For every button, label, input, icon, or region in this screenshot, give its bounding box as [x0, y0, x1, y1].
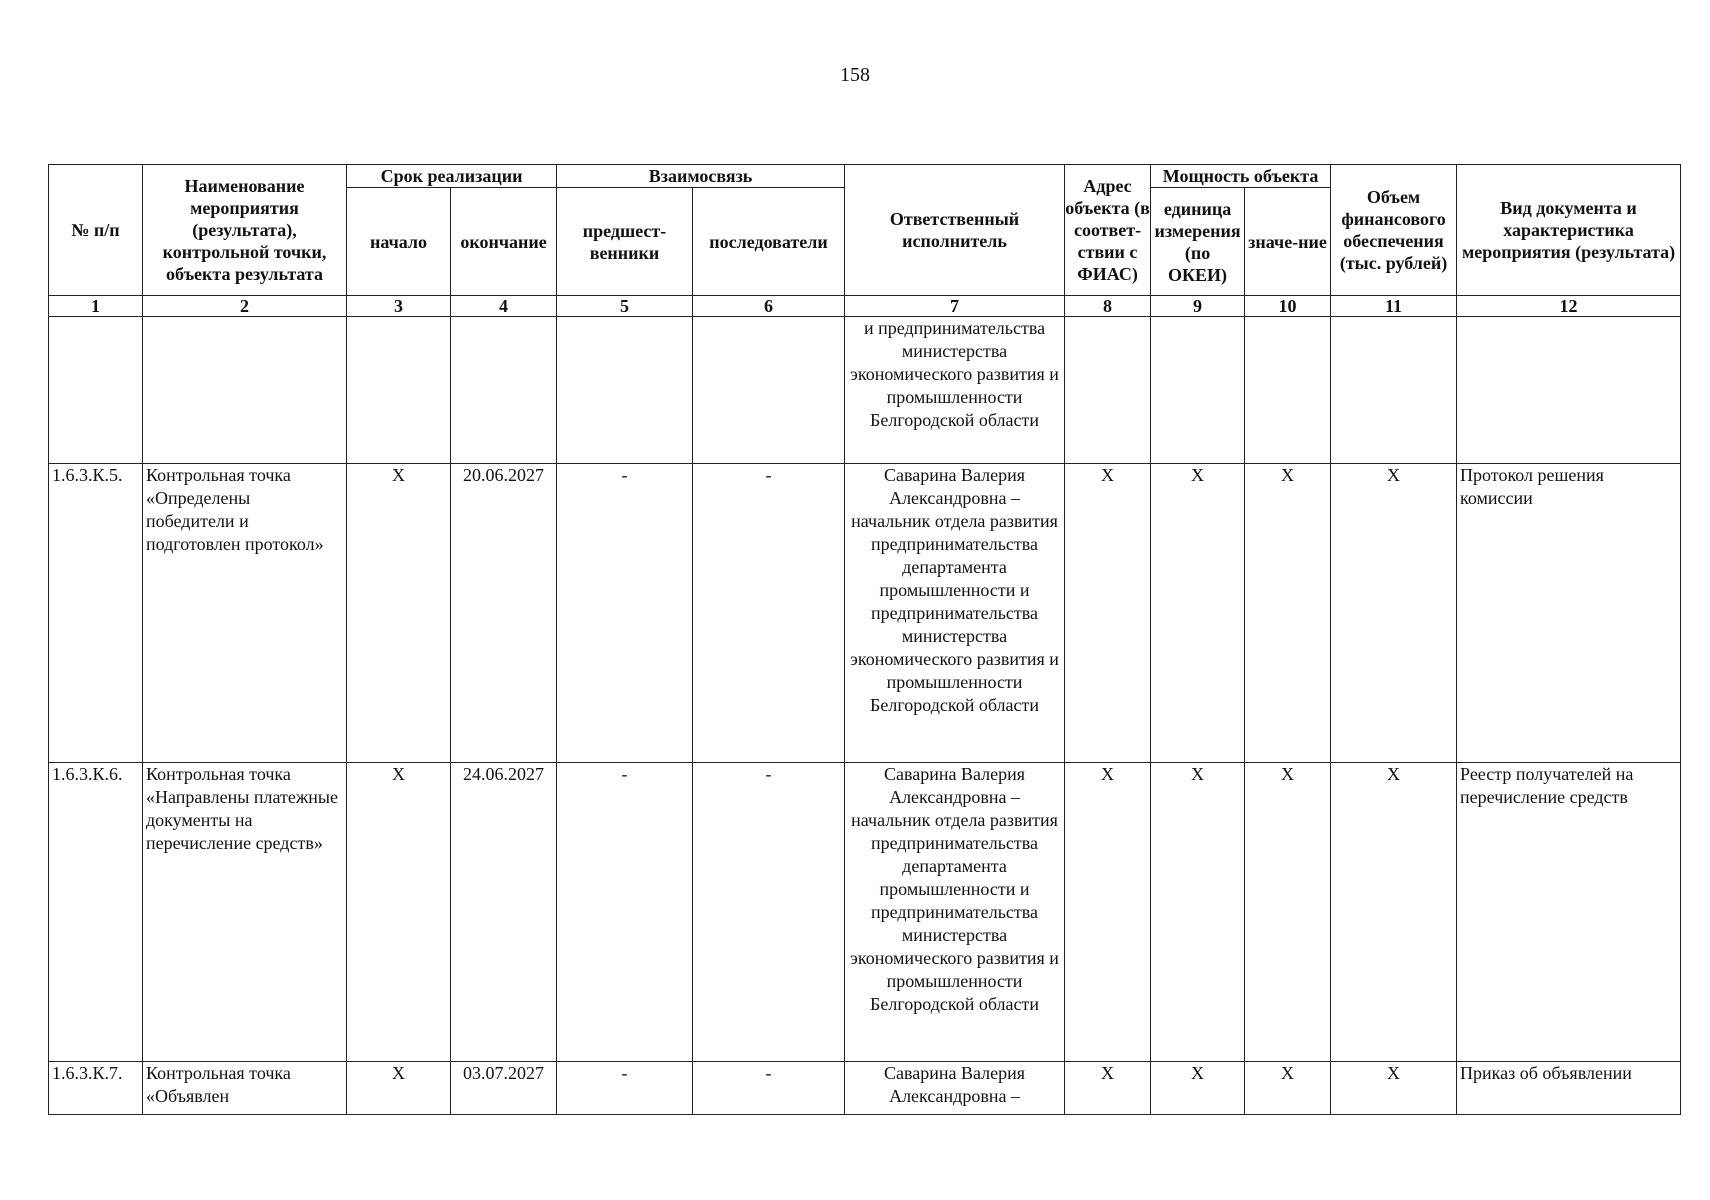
cell-num: 1.6.3.К.6.	[49, 763, 143, 1062]
column-number: 10	[1245, 296, 1331, 317]
column-number: 9	[1151, 296, 1245, 317]
header-relation: Взаимосвязь	[557, 165, 845, 188]
cell-pred	[557, 317, 693, 464]
cell-value: X	[1245, 464, 1331, 763]
table-row	[49, 1062, 1681, 1115]
cell-name	[143, 317, 347, 464]
cell-start: X	[347, 763, 451, 1062]
column-numbers-row	[49, 296, 1681, 317]
cell-start	[347, 317, 451, 464]
page-number: 158	[840, 64, 870, 86]
cell-unit: X	[1151, 763, 1245, 1062]
column-number: 11	[1331, 296, 1457, 317]
header-row-top	[49, 165, 1681, 188]
cell-address	[1065, 317, 1151, 464]
header-predecessors: предшест-венники	[557, 188, 693, 296]
cell-succ	[693, 317, 845, 464]
cell-pred: -	[557, 763, 693, 1062]
cell-name: Контрольная точка «Объявлен	[143, 1062, 347, 1115]
cell-end	[451, 317, 557, 464]
cell-end: 20.06.2027	[451, 464, 557, 763]
cell-responsible: Саварина Валерия Александровна – начальник отдела развития предпринимательства департамента промышленности и предпринимательства министерства экономического развития и промышленности Белгородской области	[845, 464, 1065, 763]
header-unit: единица измерения (по ОКЕИ)	[1151, 188, 1245, 296]
cell-name: Контрольная точка «Определены победители и подготовлен протокол»	[143, 464, 347, 763]
column-number: 5	[557, 296, 693, 317]
header-capacity: Мощность объекта	[1151, 165, 1331, 188]
cell-finance: X	[1331, 1062, 1457, 1115]
cell-unit: X	[1151, 1062, 1245, 1115]
column-number: 12	[1457, 296, 1681, 317]
header-end: окончание	[451, 188, 557, 296]
cell-pred: -	[557, 464, 693, 763]
cell-succ: -	[693, 1062, 845, 1115]
column-number: 8	[1065, 296, 1151, 317]
cell-doc: Протокол решения комиссии	[1457, 464, 1681, 763]
cell-num	[49, 317, 143, 464]
cell-address: X	[1065, 464, 1151, 763]
table-row	[49, 464, 1681, 763]
header-period: Срок реализации	[347, 165, 557, 188]
cell-start: X	[347, 1062, 451, 1115]
cell-responsible: и предпринимательства министерства экономического развития и промышленности Белгородской области	[845, 317, 1065, 464]
cell-doc: Реестр получателей на перечисление средств	[1457, 763, 1681, 1062]
cell-num: 1.6.3.К.5.	[49, 464, 143, 763]
cell-finance: X	[1331, 763, 1457, 1062]
cell-value: X	[1245, 763, 1331, 1062]
events-table	[48, 164, 1681, 1115]
column-number: 6	[693, 296, 845, 317]
cell-doc: Приказ об объявлении	[1457, 1062, 1681, 1115]
cell-responsible: Саварина Валерия Александровна – начальник отдела развития предпринимательства департамента промышленности и предпринимательства министерства экономического развития и промышленности Белгородской области	[845, 763, 1065, 1062]
cell-address: X	[1065, 763, 1151, 1062]
cell-unit: X	[1151, 464, 1245, 763]
cell-start: X	[347, 464, 451, 763]
cell-value: X	[1245, 1062, 1331, 1115]
column-number: 4	[451, 296, 557, 317]
column-number: 3	[347, 296, 451, 317]
cell-pred: -	[557, 1062, 693, 1115]
cell-unit	[1151, 317, 1245, 464]
header-num: № п/п	[49, 165, 143, 296]
header-successors: последователи	[693, 188, 845, 296]
header-name: Наименование мероприятия (результата), контрольной точки, объекта результата	[143, 165, 347, 296]
cell-succ: -	[693, 464, 845, 763]
cell-finance	[1331, 317, 1457, 464]
cell-end: 24.06.2027	[451, 763, 557, 1062]
header-value: значе-ние	[1245, 188, 1331, 296]
cell-address: X	[1065, 1062, 1151, 1115]
column-number: 2	[143, 296, 347, 317]
cell-responsible: Саварина Валерия Александровна –	[845, 1062, 1065, 1115]
cell-succ: -	[693, 763, 845, 1062]
header-responsible: Ответственный исполнитель	[845, 165, 1065, 296]
header-start: начало	[347, 188, 451, 296]
header-finance: Объем финансового обеспечения (тыс. рублей)	[1331, 165, 1457, 296]
cell-end: 03.07.2027	[451, 1062, 557, 1115]
header-address: Адрес объекта (в соответ-ствии с ФИАС)	[1065, 165, 1151, 296]
table-row-continuation	[49, 317, 1681, 464]
cell-num: 1.6.3.К.7.	[49, 1062, 143, 1115]
table-row	[49, 763, 1681, 1062]
cell-name: Контрольная точка «Направлены платежные документы на перечисление средств»	[143, 763, 347, 1062]
cell-value	[1245, 317, 1331, 464]
column-number: 1	[49, 296, 143, 317]
header-doc-type: Вид документа и характеристика мероприятия (результата)	[1457, 165, 1681, 296]
cell-doc	[1457, 317, 1681, 464]
column-number: 7	[845, 296, 1065, 317]
cell-finance: X	[1331, 464, 1457, 763]
